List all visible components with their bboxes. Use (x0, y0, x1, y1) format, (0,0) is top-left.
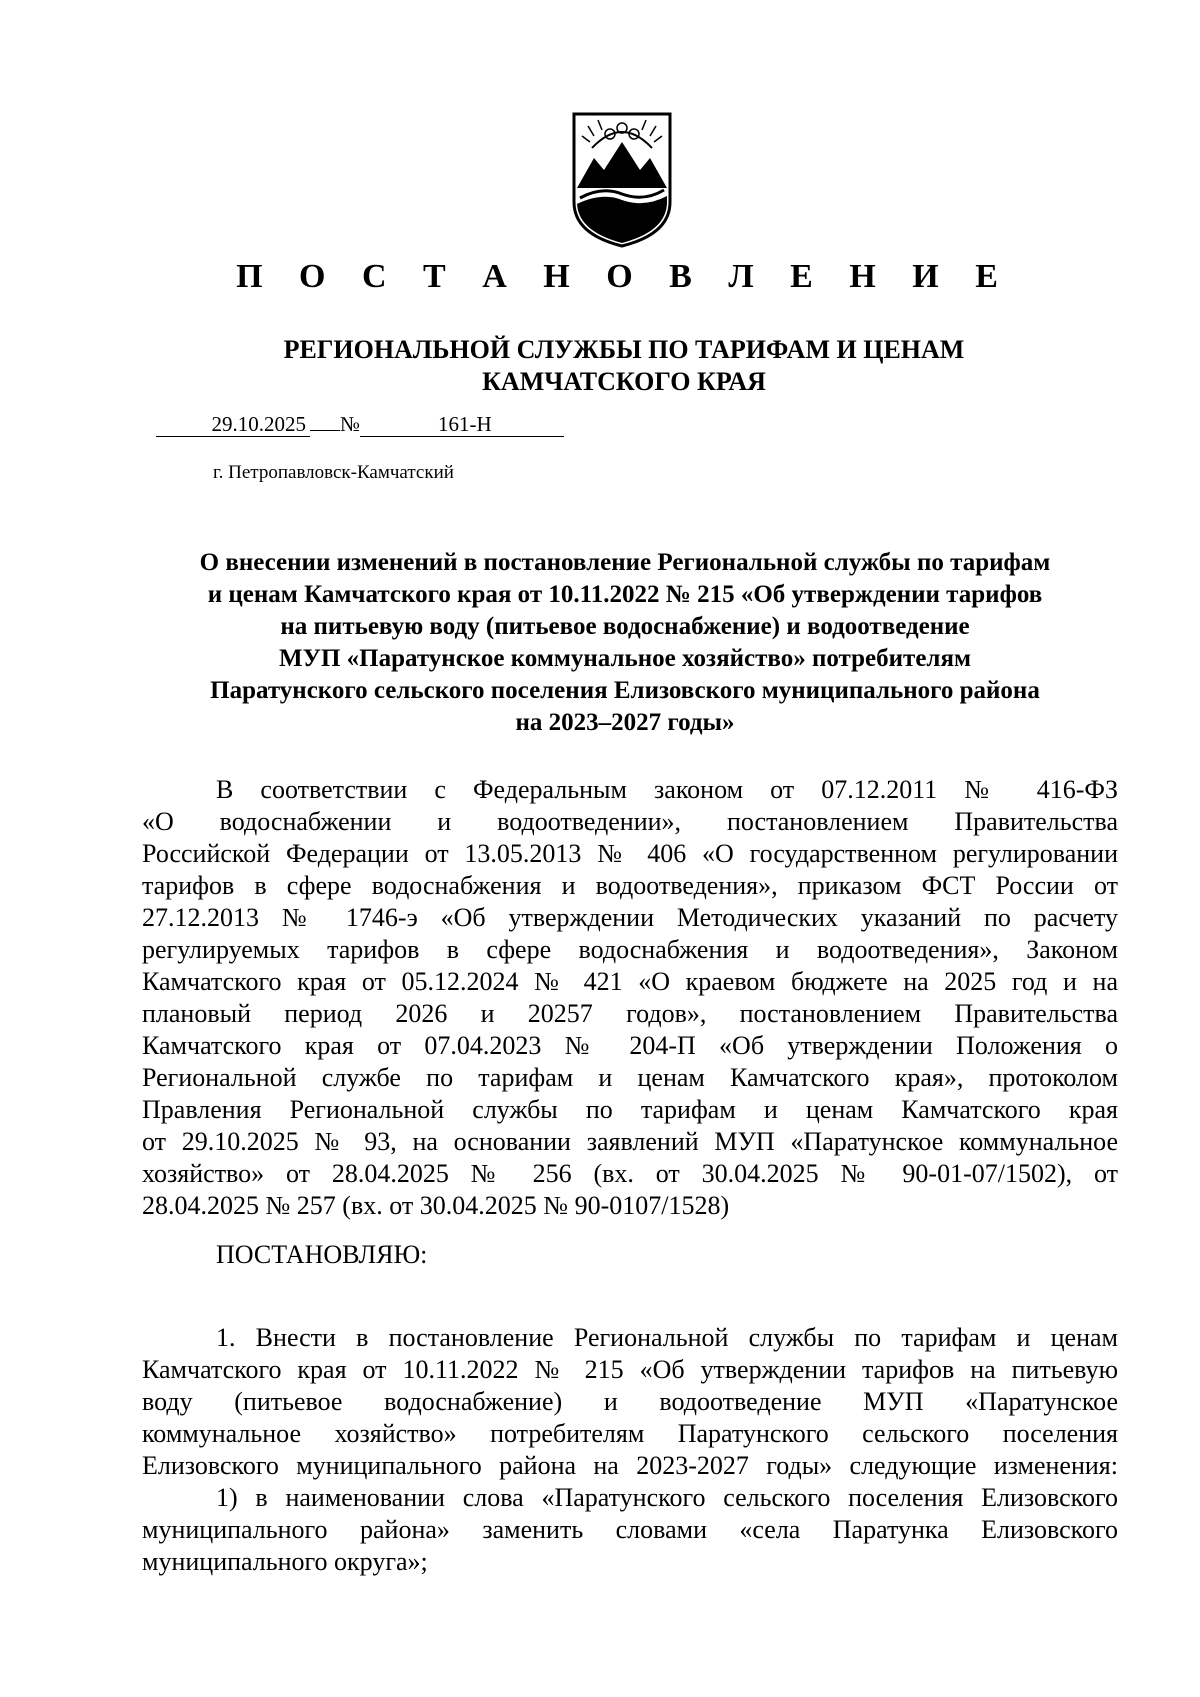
resolve-heading: ПОСТАНОВЛЯЮ: (216, 1240, 428, 1269)
preamble-line: 27.12.2013 № 1746-э «Об утверждении Методических указаний по расчету (142, 903, 1118, 932)
preamble-line: Камчатского края от 07.04.2023 № 204-П «Об утверждении Положения о (142, 1031, 1118, 1060)
preamble-line: хозяйство» от 28.04.2025 № 256 (вх. от 30.04.2025 № 90-01-07/1502), от (142, 1159, 1118, 1188)
preamble-line: тарифов в сфере водоснабжения и водоотведения», приказом ФСТ России от (142, 871, 1118, 900)
agency-line: РЕГИОНАЛЬНОЙ СЛУЖБЫ ПО ТАРИФАМ И ЦЕНАМ (283, 335, 965, 364)
preamble-line: Российской Федерации от 13.05.2013 № 406 «О государственном регулировании (142, 839, 1118, 868)
number-sign: № (340, 412, 361, 436)
preamble-line: от 29.10.2025 № 93, на основании заявлений МУП «Паратунское коммунальное (142, 1127, 1118, 1156)
issuing-agency (0, 334, 1200, 398)
clause-line: коммунальное хозяйство» потребителям Паратунского сельского поселения (142, 1419, 1118, 1448)
city: г. Петропавловск-Камчатский (213, 462, 454, 483)
date-number-line (156, 412, 564, 437)
preamble-line: плановый период 2026 и 20257 годов», постановлением Правительства (142, 999, 1118, 1028)
preamble-line: 28.04.2025 № 257 (вх. от 30.04.2025 № 90-0107/1528) (142, 1191, 730, 1220)
document-number: 161-Н (438, 412, 492, 436)
clause-1 (142, 1322, 1118, 1578)
subject-line: Паратунского сельского поселения Елизовского муниципального района (210, 677, 1040, 704)
preamble-line: Камчатского края от 05.12.2024 № 421 «О краевом бюджете на 2025 год и на (142, 967, 1118, 996)
document-title: П О С Т А Н О В Л Е Н И Е (236, 258, 1012, 295)
preamble (142, 774, 1118, 1222)
preamble-line: регулируемых тарифов в сфере водоснабжения и водоотведения», Законом (142, 935, 1118, 964)
subject-line: О внесении изменений в постановление Региональной службы по тарифам (199, 549, 1051, 576)
agency-line: КАМЧАТСКОГО КРАЯ (482, 367, 766, 396)
preamble-line: В соответствии с Федеральным законом от 07.12.2011 № 416-ФЗ (216, 775, 1118, 804)
clause-line: Камчатского края от 10.11.2022 № 215 «Об утверждении тарифов на питьевую (142, 1355, 1118, 1384)
document-subject (125, 547, 1125, 739)
preamble-line: Региональной службе по тарифам и ценам Камчатского края», протоколом (142, 1063, 1118, 1092)
document-date: 29.10.2025 (211, 412, 306, 436)
subject-line: на питьевую воду (питьевое водоснабжение) и водоотведение (280, 613, 970, 640)
preamble-line: «О водоснабжении и водоотведении», постановлением Правительства (142, 807, 1118, 836)
subject-line: МУП «Паратунское коммунальное хозяйство» потребителям (279, 645, 971, 672)
subject-line: на 2023–2027 годы» (515, 709, 735, 736)
subclause-line: муниципального округа»; (142, 1547, 428, 1576)
preamble-line: Правления Региональной службы по тарифам и ценам Камчатского края (142, 1095, 1118, 1124)
subclause-line: муниципального района» заменить словами «села Паратунка Елизовского (142, 1515, 1118, 1544)
subject-line: и ценам Камчатского края от 10.11.2022 № 215 «Об утверждении тарифов (207, 581, 1043, 608)
clause-line: Елизовского муниципального района на 2023-2027 годы» следующие изменения: (142, 1451, 1118, 1480)
clause-line: 1. Внести в постановление Региональной службы по тарифам и ценам (216, 1323, 1118, 1352)
kamchatka-coat-of-arms-icon (572, 112, 672, 248)
subclause-line: 1) в наименовании слова «Паратунского сельского поселения Елизовского (216, 1483, 1118, 1512)
clause-line: воду (питьевое водоснабжение) и водоотведение МУП «Паратунское (142, 1387, 1118, 1416)
